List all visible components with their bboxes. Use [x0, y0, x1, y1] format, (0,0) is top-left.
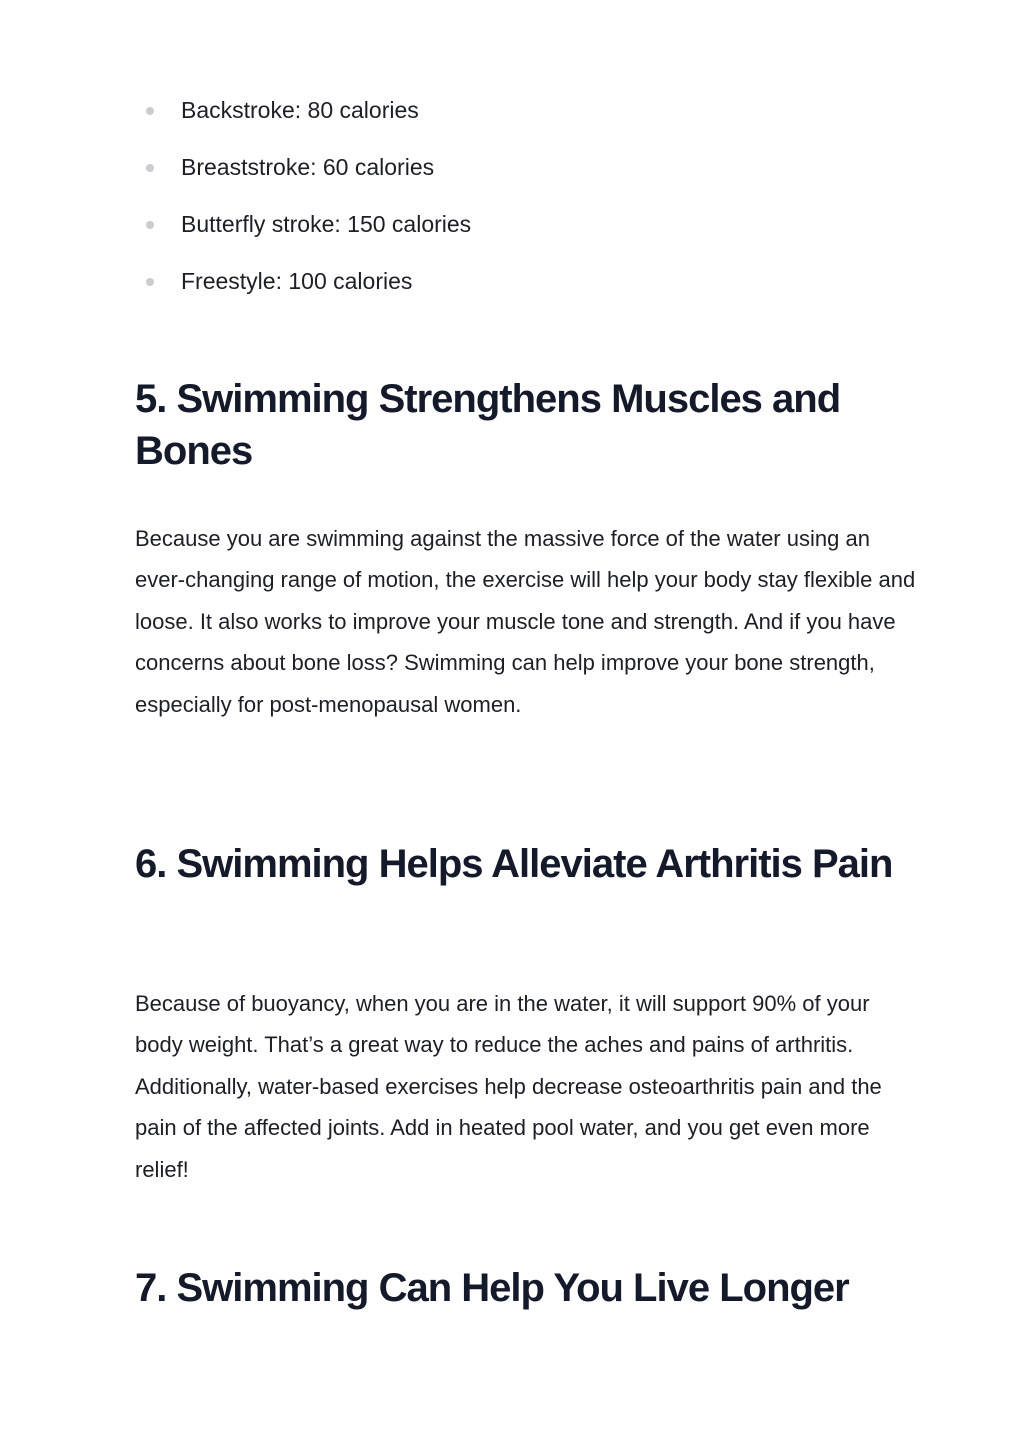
- list-item-text: Butterfly stroke: 150 calories: [181, 211, 472, 237]
- section-heading-live-longer: 7. Swimming Can Help You Live Longer: [135, 1266, 849, 1310]
- section-heading-arthritis: 6. Swimming Helps Alleviate Arthritis Pain: [135, 842, 893, 886]
- list-item-text: Breaststroke: 60 calories: [181, 154, 435, 180]
- list-item: [135, 204, 915, 261]
- list-item: [135, 147, 915, 204]
- section-heading-muscles-bones: 5. Swimming Strengthens Muscles and Bones: [135, 377, 841, 473]
- section-paragraph-arthritis: Because of buoyancy, when you are in the water, it will support 90% of your body weight. That’s a great way to reduce the aches and pains of arthritis. Additionally, water-based exercises help decrease osteoarthritis pain and the pain of the affected joints. Add in heated pool water, and you get even more relief!: [135, 991, 882, 1182]
- list-item-text: Backstroke: 80 calories: [181, 97, 419, 123]
- calories-bullet-list: [135, 90, 915, 318]
- list-item: [135, 90, 915, 147]
- bullet-icon: [146, 221, 154, 229]
- bullet-icon: [146, 278, 154, 286]
- list-item-text: Freestyle: 100 calories: [181, 268, 413, 294]
- bullet-icon: [146, 164, 154, 172]
- list-item: [135, 261, 915, 318]
- section-paragraph-muscles-bones: Because you are swimming against the massive force of the water using an ever-changing range of motion, the exercise will help your body stay flexible and loose. It also works to improve your muscle tone and strength. And if you have concerns about bone loss? Swimming can help improve your bone strength, especially for post-menopausal women.: [135, 526, 916, 717]
- bullet-icon: [146, 107, 154, 115]
